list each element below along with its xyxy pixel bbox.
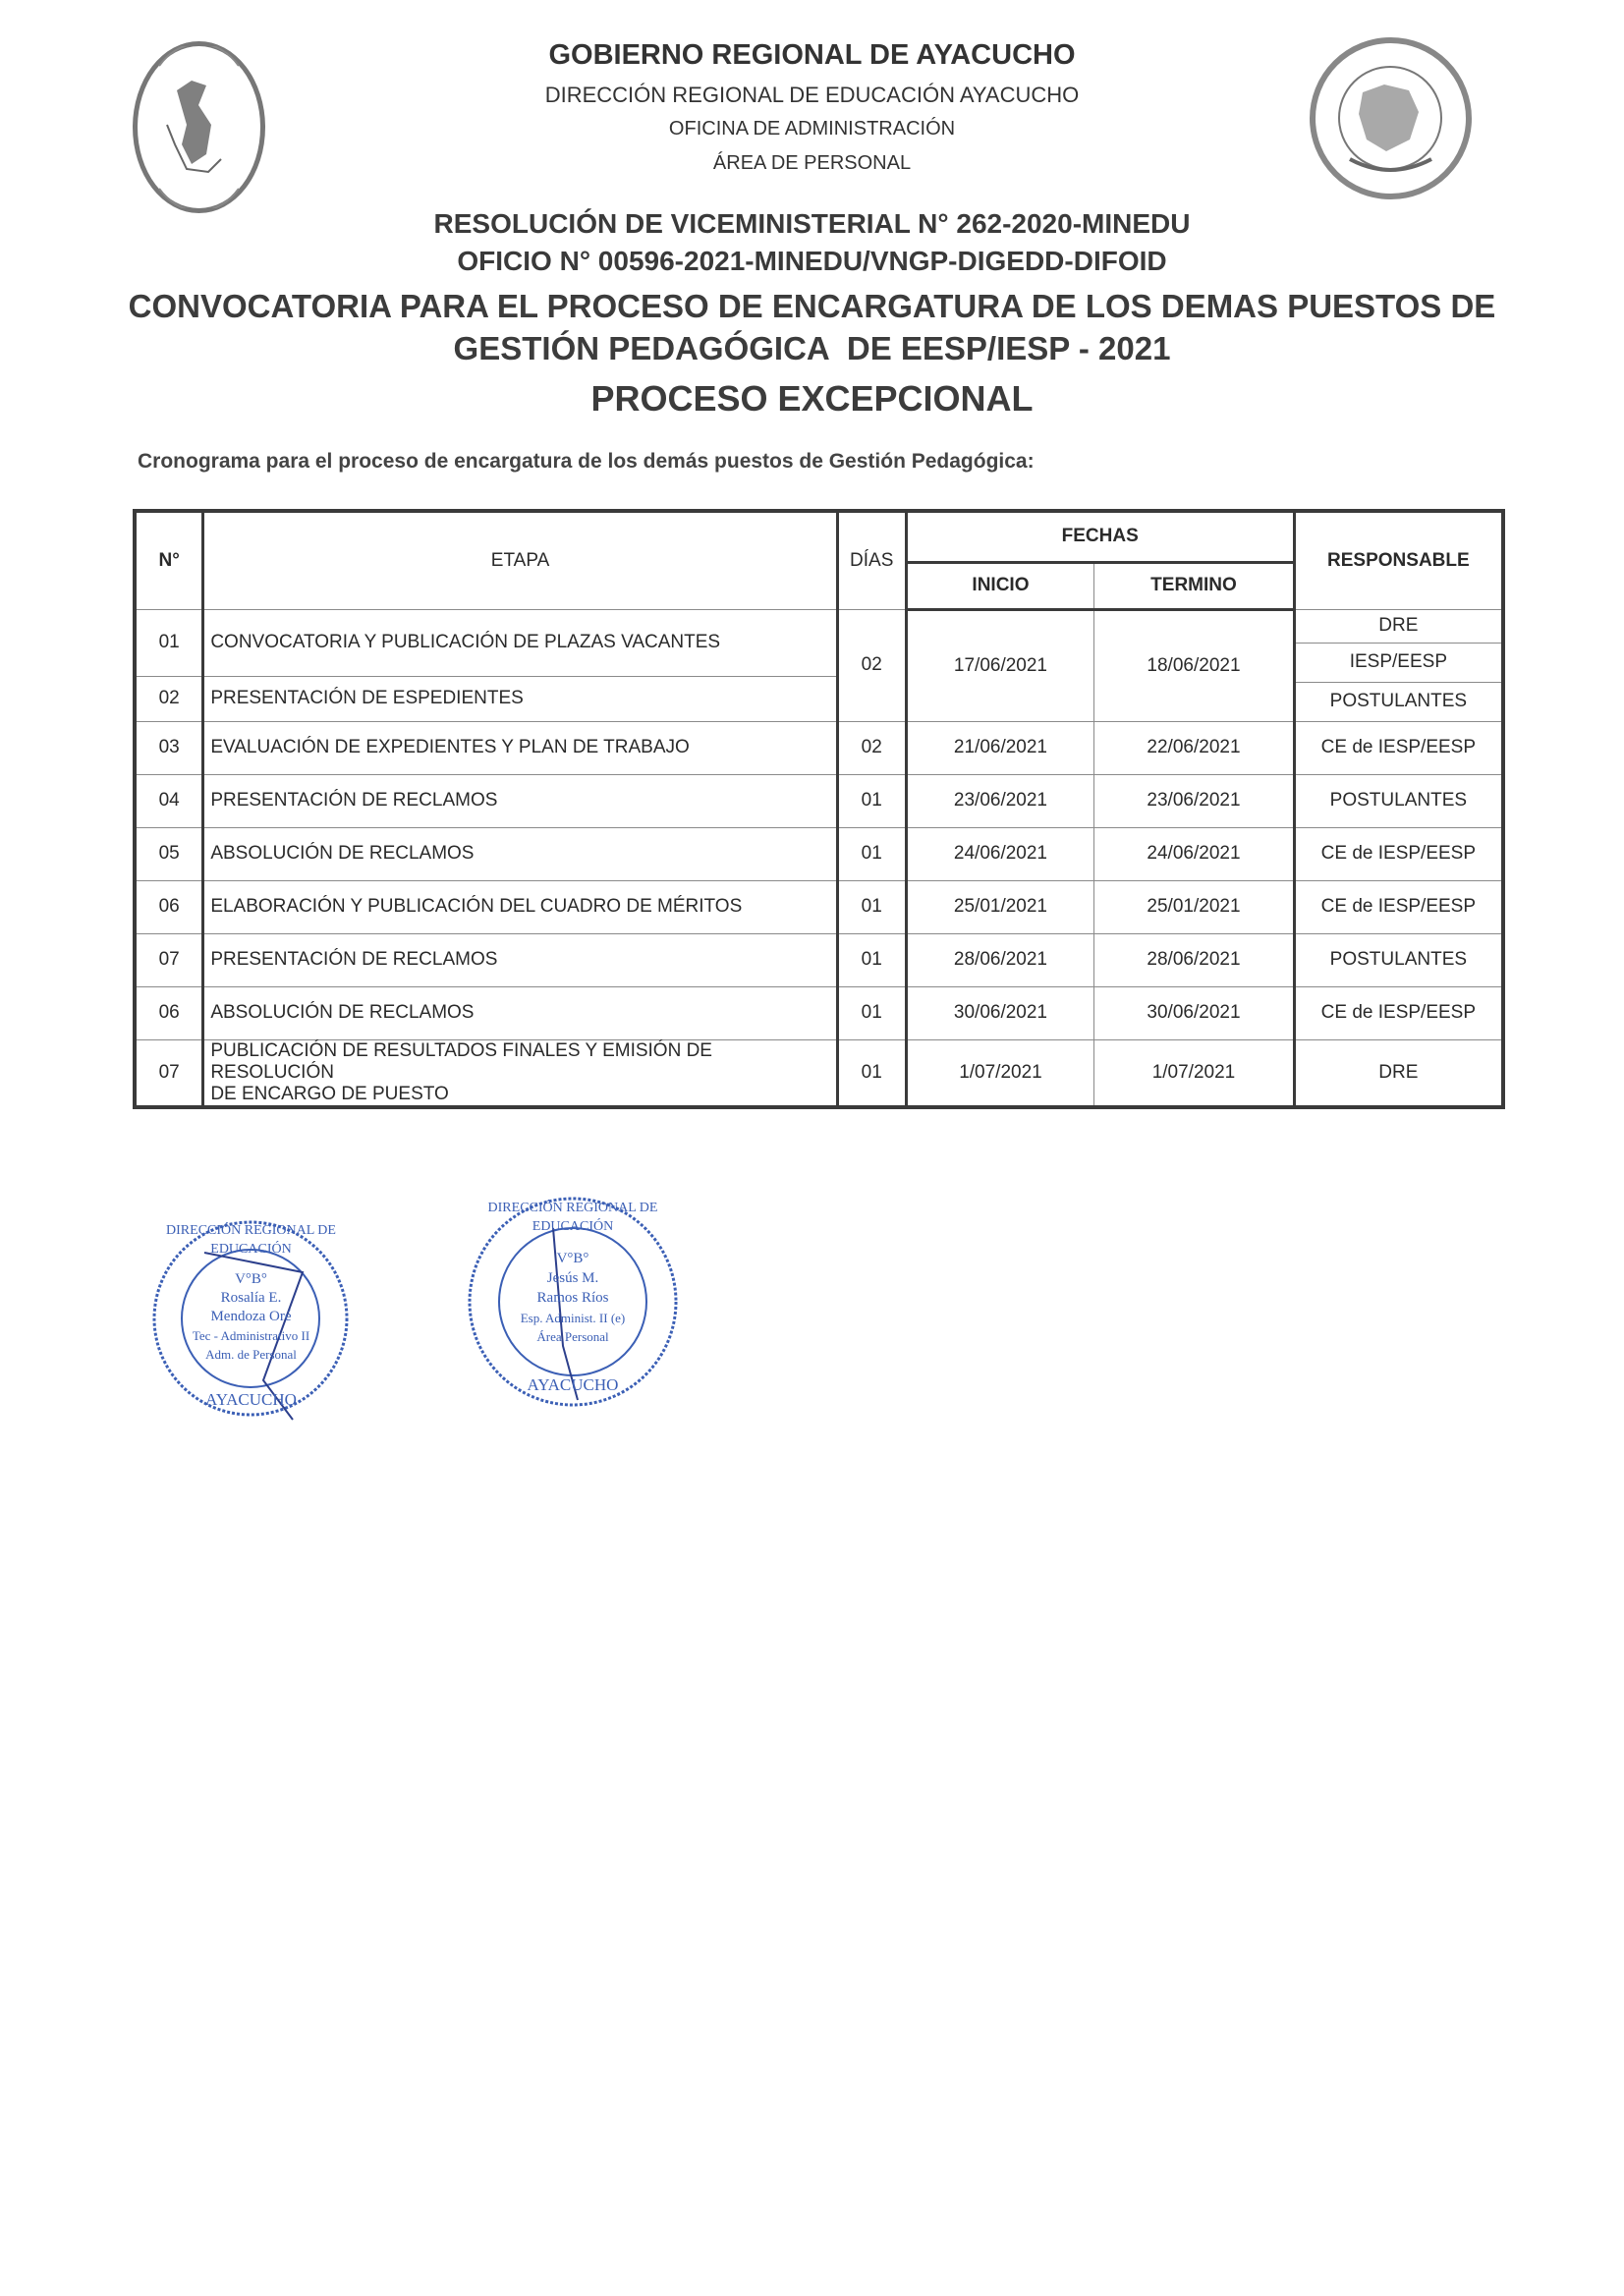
stamp-left xyxy=(145,1213,357,1425)
row-num: 03 xyxy=(135,721,203,774)
document-subtitle: PROCESO EXCEPCIONAL xyxy=(590,378,1034,419)
row-num: 04 xyxy=(135,774,203,827)
row-num: 05 xyxy=(135,827,203,880)
row-dias: 01 xyxy=(837,933,906,986)
row-etapa: CONVOCATORIA Y PUBLICACIÓN DE PLAZAS VACANTES xyxy=(203,609,837,676)
row-etapa: PRESENTACIÓN DE ESPEDIENTES xyxy=(203,676,837,721)
row-dias: 01 xyxy=(837,774,906,827)
stamp-left-line: Rosalía E. xyxy=(220,1290,282,1306)
col-header-fechas: FECHAS xyxy=(906,511,1294,562)
stamp-left-line: V°B° xyxy=(235,1271,267,1287)
row-responsable: POSTULANTES xyxy=(1294,682,1503,721)
table-row xyxy=(135,933,1503,986)
stamp-left-ring: DIRECCIÓN REGIONAL DE EDUCACIÓN xyxy=(166,1223,336,1257)
row-responsable: DRE xyxy=(1294,1039,1503,1107)
stamp-left-line: Tec - Administrativo II xyxy=(192,1328,310,1343)
row-responsable: POSTULANTES xyxy=(1294,774,1503,827)
row-termino: 1/07/2021 xyxy=(1094,1039,1294,1107)
col-header-inicio: INICIO xyxy=(906,562,1094,609)
stamp-right-line: V°B° xyxy=(556,1251,589,1266)
row-etapa xyxy=(203,1039,837,1107)
header-government: GOBIERNO REGIONAL DE AYACUCHO xyxy=(548,39,1076,71)
col-header-etapa: ETAPA xyxy=(203,511,837,609)
col-header-termino: TERMINO xyxy=(1094,562,1294,609)
row-inicio: 21/06/2021 xyxy=(906,721,1094,774)
stamp-right-line: Esp. Administ. II (e) xyxy=(520,1311,626,1325)
row-dias: 01 xyxy=(837,880,906,933)
col-header-num: N° xyxy=(135,511,203,609)
oficio-reference: OFICIO N° 00596-2021-MINEDU/VNGP-DIGEDD-DIFOID xyxy=(457,246,1167,276)
row-responsable: POSTULANTES xyxy=(1294,933,1503,986)
stamp-left-line: Adm. de Personal xyxy=(205,1347,297,1362)
row-dias: 02 xyxy=(837,721,906,774)
row-responsable: IESP/EESP xyxy=(1294,643,1503,682)
row-inicio: 17/06/2021 xyxy=(906,609,1094,721)
row-inicio: 24/06/2021 xyxy=(906,827,1094,880)
row-etapa-line1: PUBLICACIÓN DE RESULTADOS FINALES Y EMISIÓN DE RESOLUCIÓN xyxy=(210,1039,712,1083)
row-num: 07 xyxy=(135,933,203,986)
table-row xyxy=(135,774,1503,827)
row-responsable: CE de IESP/EESP xyxy=(1294,880,1503,933)
col-header-dias: DÍAS xyxy=(837,511,906,609)
stamp-right-ring: DIRECCIÓN REGIONAL DE EDUCACIÓN xyxy=(487,1201,658,1234)
stamp-right xyxy=(460,1189,686,1415)
row-termino: 25/01/2021 xyxy=(1094,880,1294,933)
row-num: 07 xyxy=(135,1039,203,1107)
row-dias: 01 xyxy=(837,1039,906,1107)
stamp-left-bottom: AYACUCHO xyxy=(205,1390,297,1409)
stamp-left-line: Mendoza Oré xyxy=(210,1309,292,1324)
row-termino: 22/06/2021 xyxy=(1094,721,1294,774)
row-num: 01 xyxy=(135,609,203,676)
col-header-responsable: RESPONSABLE xyxy=(1294,511,1503,609)
header-directorate: DIRECCIÓN REGIONAL DE EDUCACIÓN AYACUCHO xyxy=(544,83,1080,107)
table-row xyxy=(135,721,1503,774)
row-termino: 23/06/2021 xyxy=(1094,774,1294,827)
table-row xyxy=(135,1039,1503,1107)
row-etapa: PRESENTACIÓN DE RECLAMOS xyxy=(203,774,837,827)
resolution-reference: RESOLUCIÓN DE VICEMINISTERIAL N° 262-2020-MINEDU xyxy=(433,208,1191,239)
row-termino: 28/06/2021 xyxy=(1094,933,1294,986)
header-area: ÁREA DE PERSONAL xyxy=(712,152,912,174)
row-responsable: CE de IESP/EESP xyxy=(1294,986,1503,1039)
row-dias: 01 xyxy=(837,827,906,880)
row-etapa: ABSOLUCIÓN DE RECLAMOS xyxy=(203,827,837,880)
stamp-right-line: Ramos Ríos xyxy=(536,1290,609,1306)
row-dias: 01 xyxy=(837,986,906,1039)
header-office: OFICINA DE ADMINISTRACIÓN xyxy=(668,118,956,140)
table-row xyxy=(135,827,1503,880)
row-termino: 30/06/2021 xyxy=(1094,986,1294,1039)
row-etapa: ABSOLUCIÓN DE RECLAMOS xyxy=(203,986,837,1039)
row-etapa: PRESENTACIÓN DE RECLAMOS xyxy=(203,933,837,986)
row-etapa: ELABORACIÓN Y PUBLICACIÓN DEL CUADRO DE MÉRITOS xyxy=(203,880,837,933)
row-termino: 18/06/2021 xyxy=(1094,609,1294,721)
table-header-row xyxy=(135,511,1503,562)
document-title-line1: CONVOCATORIA PARA EL PROCESO DE ENCARGATURA DE LOS DEMAS PUESTOS DE xyxy=(128,288,1496,324)
intro-text: Cronograma para el proceso de encargatura de los demás puestos de Gestión Pedagógica: xyxy=(138,450,1035,473)
row-responsable: CE de IESP/EESP xyxy=(1294,721,1503,774)
row-termino: 24/06/2021 xyxy=(1094,827,1294,880)
stamp-right-line: Área Personal xyxy=(536,1329,609,1344)
row-inicio: 23/06/2021 xyxy=(906,774,1094,827)
table-row xyxy=(135,609,1503,643)
stamp-right-bottom: AYACUCHO xyxy=(527,1375,619,1394)
table-row xyxy=(135,986,1503,1039)
row-responsable: DRE xyxy=(1294,609,1503,643)
row-inicio: 1/07/2021 xyxy=(906,1039,1094,1107)
stamp-right-line: Jesús M. xyxy=(546,1270,599,1286)
row-inicio: 30/06/2021 xyxy=(906,986,1094,1039)
document-title-line2: GESTIÓN PEDAGÓGICA DE EESP/IESP - 2021 xyxy=(453,330,1171,366)
row-inicio: 25/01/2021 xyxy=(906,880,1094,933)
row-responsable: CE de IESP/EESP xyxy=(1294,827,1503,880)
row-num: 02 xyxy=(135,676,203,721)
table-row xyxy=(135,880,1503,933)
row-inicio: 28/06/2021 xyxy=(906,933,1094,986)
schedule-table xyxy=(133,509,1505,1109)
row-dias: 02 xyxy=(837,609,906,721)
row-num: 06 xyxy=(135,986,203,1039)
row-etapa-line2: DE ENCARGO DE PUESTO xyxy=(210,1083,449,1104)
row-etapa: EVALUACIÓN DE EXPEDIENTES Y PLAN DE TRABAJO xyxy=(203,721,837,774)
row-num: 06 xyxy=(135,880,203,933)
